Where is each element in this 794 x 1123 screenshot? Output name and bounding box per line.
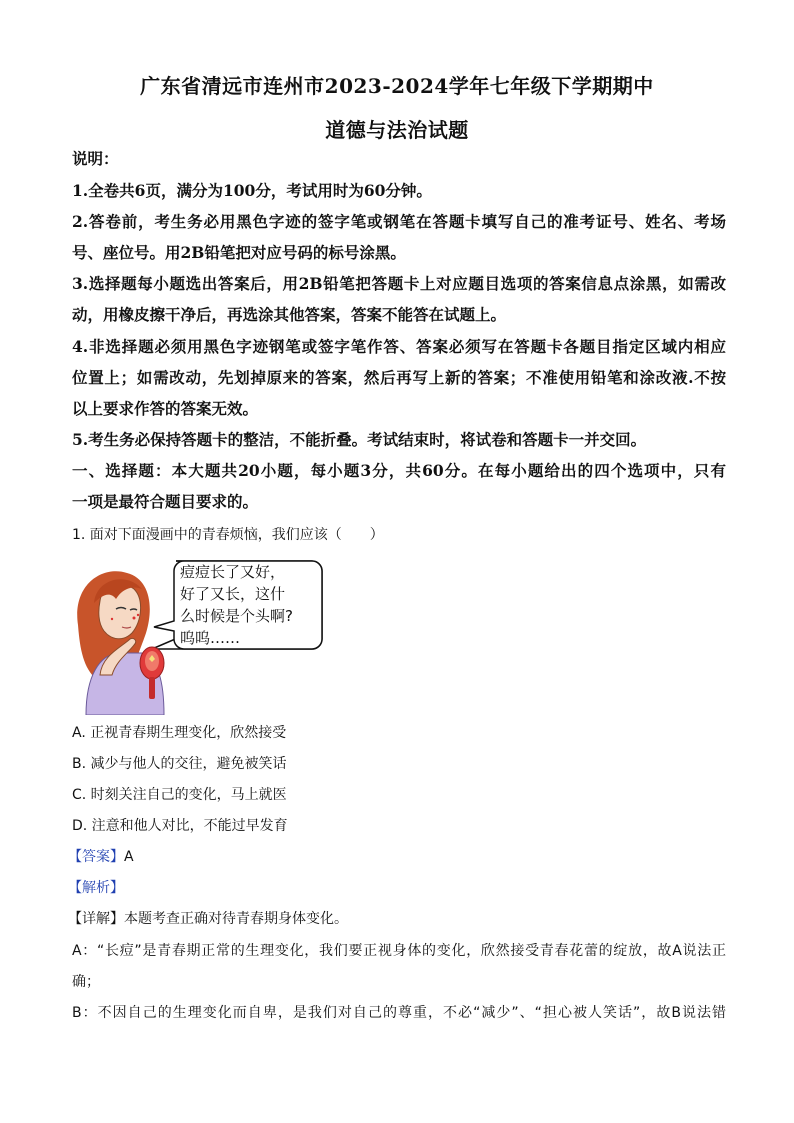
section-heading-a: 一、选择题：本大题共20小题，每小题3分，共60分。在每小题给出的四个选项中，只有: [72, 461, 726, 480]
instruction-item-4a: 4.非选择题必须用黑色字迹钢笔或签字笔作答、答案必须写在答题卡各题目指定区域内相应: [72, 337, 726, 356]
option-c: C. 时刻关注自己的变化，马上就医: [72, 787, 287, 803]
answer-label: 【答案】: [68, 849, 124, 865]
bubble-line-3: 么时候是个头啊?: [180, 607, 293, 625]
section-heading-b: 一项是最符合题目要求的。: [72, 492, 259, 511]
analysis-label: 【解析】: [68, 880, 124, 896]
instruction-item-2a: 2.答卷前，考生务必用黑色字迹的签字笔或钢笔在答题卡填写自己的准考证号、姓名、考场: [72, 212, 726, 231]
explanation-a-line1: A：“长痘”是青春期正常的生理变化，我们要正视身体的变化，欣然接受青春花蕾的绽放，故A说法正: [72, 943, 726, 959]
instruction-item-4c: 以上要求作答的答案无效。: [72, 399, 259, 418]
instruction-item-5: 5.考生务必保持答题卡的整洁，不能折叠。考试结束时，将试卷和答题卡一并交回。: [72, 430, 647, 449]
bubble-line-1: 痘痘长了又好，: [180, 563, 286, 581]
explanation-a-line2: 确；: [72, 974, 100, 990]
answer-value: A: [124, 849, 134, 865]
answer-line: [68, 847, 722, 867]
option-d: D. 注意和他人对比，不能过早发育: [72, 818, 288, 834]
bubble-line-4: 呜呜……: [180, 629, 241, 647]
exam-title: 广东省清远市连州市2023-2024学年七年级下学期期中: [140, 74, 654, 98]
explanation-b-line1: B：不因自己的生理变化而自卑，是我们对自己的尊重，不必“减少”、“担心被人笑话”，故B说法错: [72, 1005, 726, 1021]
exam-subtitle: 道德与法治试题: [325, 118, 469, 142]
speech-bubble-text: [180, 561, 330, 649]
question-1-cartoon: [72, 555, 332, 715]
bubble-line-2: 好了又长，这什: [180, 585, 286, 603]
detail-line: 【详解】本题考查正确对待青春期身体变化。: [68, 911, 348, 927]
question-1-stem: 1. 面对下面漫画中的青春烦恼，我们应该（ ）: [72, 527, 384, 543]
option-a: A. 正视青春期生理变化，欣然接受: [72, 725, 287, 741]
instruction-item-3a: 3.选择题每小题选出答案后，用2B铅笔把答题卡上对应题目选项的答案信息点涂黑，如需改: [72, 274, 726, 293]
instruction-item-1: 1.全卷共6页，满分为100分，考试用时为60分钟。: [72, 181, 432, 200]
instruction-item-2b: 号、座位号。用2B铅笔把对应号码的标号涂黑。: [72, 243, 406, 262]
instructions-heading: 说明：: [72, 149, 119, 168]
option-b: B. 减少与他人的交往，避免被笑话: [72, 756, 287, 772]
instruction-item-3b: 动，用橡皮擦干净后，再选涂其他答案，答案不能答在试题上。: [72, 305, 507, 324]
instruction-item-4b: 位置上；如需改动，先划掉原来的答案，然后再写上新的答案；不准使用铅笔和涂改液.不按: [72, 368, 726, 387]
